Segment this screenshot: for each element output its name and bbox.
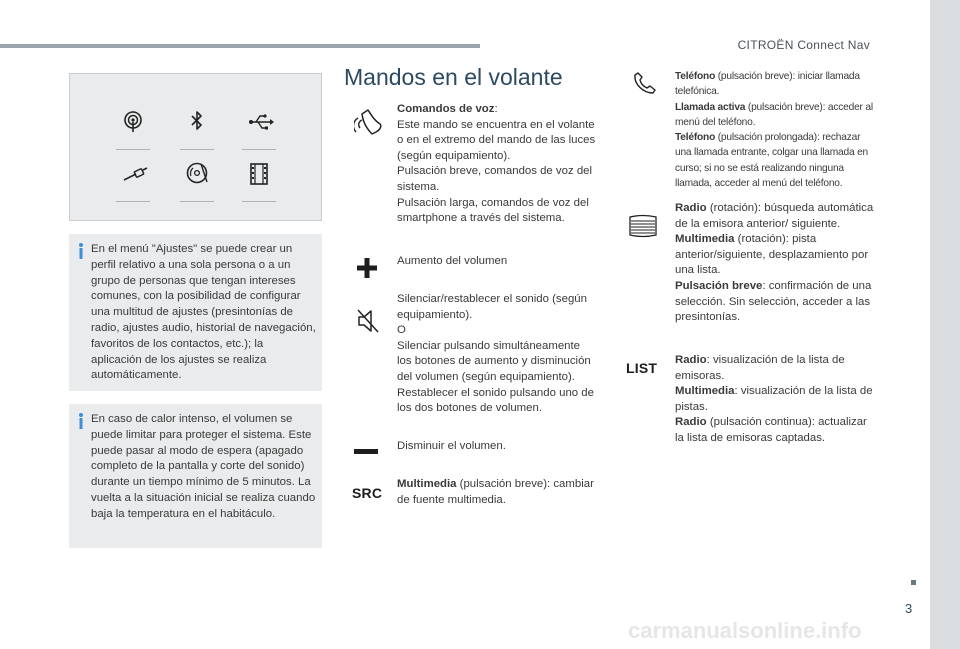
podcast-icon bbox=[116, 102, 150, 150]
voice-line: Pulsación breve, comandos de voz del sistema. bbox=[397, 165, 593, 193]
src-label: Multimedia bbox=[397, 478, 457, 490]
phone-text: (pulsación breve): acceder al menú del teléfono. bbox=[675, 101, 873, 128]
wheel-text: (rotación): búsqueda automática de la emisora anterior/ siguiente. bbox=[675, 202, 874, 230]
list-label: Multimedia bbox=[675, 385, 735, 398]
footer-watermark: carmanualsonline.info bbox=[628, 618, 862, 643]
wheel-text: : confirmación de una selección. Sin selección, acceder a las presintonías. bbox=[675, 279, 872, 324]
cd-icon bbox=[180, 154, 214, 202]
section-title: Mandos en el volante bbox=[344, 64, 563, 90]
list-label: Radio bbox=[675, 354, 707, 366]
source-icons-panel bbox=[69, 73, 322, 221]
phone-text: (pulsación prolongada): rechazar una llamada entrante, colgar una llamada en curso; si no se está realizando ninguna llamada, acceder al menú del teléfono. bbox=[675, 132, 869, 190]
usb-icon bbox=[242, 102, 276, 150]
volume-up-entry bbox=[397, 254, 597, 270]
info-icon bbox=[77, 413, 85, 429]
list-entry bbox=[675, 353, 875, 447]
bluetooth-icon bbox=[180, 102, 214, 150]
mute-entry bbox=[397, 292, 597, 417]
list-text: : visualización de la lista de emisoras. bbox=[675, 354, 845, 382]
phone-label: Llamada activa bbox=[675, 101, 746, 113]
note-text: En el menú "Ajustes" se puede crear un perfil relativo a una sola persona o a un grupo de personas que tengan intereses comunes, con la posibilidad de configurar una multitud de ajustes (presintonías de radio, ajustes audio, historial de navegación, favoritos de los contactos, etc.); la aplicación de los ajustes se realiza automáticamente. bbox=[91, 243, 316, 382]
voice-command-entry: Comandos de voz: Este mando se encuentra en el volante o en el extremo del mando de las luces (según equipamiento). Pulsación breve, comandos de voz del sistema. Pulsación larga, comandos de voz del smartphone a través del sistema. bbox=[397, 102, 597, 227]
thumbwheel-icon bbox=[628, 214, 658, 238]
src-entry bbox=[397, 477, 597, 508]
voice-line: Este mando se encuentra en el volante o en el extremo del mando de las luces (según equipamiento). bbox=[397, 118, 596, 162]
voice-command-label: Comandos de voz bbox=[397, 103, 495, 115]
wheel-label: Radio bbox=[675, 202, 707, 214]
wheel-text: (rotación): pista anterior/siguiente, desplazamiento por una lista. bbox=[675, 233, 869, 277]
phone-text: (pulsación breve): iniciar llamada telefónica. bbox=[675, 71, 860, 98]
mute-line: O bbox=[397, 324, 406, 337]
note-heat bbox=[69, 404, 322, 548]
note-text: En caso de calor intenso, el volumen se puede limitar para proteger el sistema. Este puede pasar al modo de espera (apagado completo de la pantalla y corte del sonido) durante un tiempo mínimo de 5 minutos. La vuelta a la situación inicial se realiza cuando baja la temperatura en el habitáculo. bbox=[91, 413, 316, 520]
page-number: 3 bbox=[905, 601, 913, 616]
volume-down-entry bbox=[397, 439, 597, 455]
mute-line: Silenciar pulsando simultáneamente los botones de aumento y disminución del volumen (según equipamiento). bbox=[397, 339, 591, 383]
src-text: (pulsación breve): cambiar de fuente multimedia. bbox=[397, 478, 594, 506]
end-marker bbox=[911, 580, 916, 585]
mute-line: Restablecer el sonido pulsando uno de los dos botones de volumen. bbox=[397, 386, 594, 415]
list-icon: LIST bbox=[626, 360, 658, 376]
phone-label: Teléfono bbox=[675, 71, 716, 82]
wheel-label: Multimedia bbox=[675, 233, 735, 246]
mute-icon bbox=[356, 308, 380, 334]
wheel-label: Pulsación breve bbox=[675, 279, 763, 292]
header-rule bbox=[0, 44, 480, 48]
phone-icon bbox=[632, 72, 658, 96]
voice-command-icon bbox=[354, 106, 384, 138]
volume-down-icon bbox=[354, 448, 378, 456]
list-label: Radio bbox=[675, 416, 707, 429]
src-icon: SRC bbox=[352, 485, 383, 501]
page-edge-strip bbox=[930, 0, 960, 649]
note-profiles bbox=[69, 234, 322, 391]
volume-up-text: Aumento del volumen bbox=[397, 255, 508, 267]
volume-down-text: Disminuir el volumen. bbox=[397, 440, 506, 452]
volume-up-icon bbox=[356, 257, 378, 279]
list-text: : visualización de la lista de pistas. bbox=[675, 385, 873, 413]
aux-jack-icon bbox=[116, 154, 150, 202]
info-icon bbox=[77, 243, 85, 259]
list-text: (pulsación continua): actualizar la lista de emisoras captadas. bbox=[675, 416, 867, 444]
phone-entry bbox=[675, 69, 875, 191]
thumbwheel-entry bbox=[675, 201, 875, 326]
voice-line: Pulsación larga, comandos de voz del smartphone a través del sistema. bbox=[397, 196, 589, 225]
mute-line: Silenciar/restablecer el sonido (según equipamiento). bbox=[397, 293, 587, 321]
phone-label: Teléfono bbox=[675, 132, 716, 144]
brand-title: CITROËN Connect Nav bbox=[737, 38, 870, 52]
film-icon bbox=[242, 154, 276, 202]
